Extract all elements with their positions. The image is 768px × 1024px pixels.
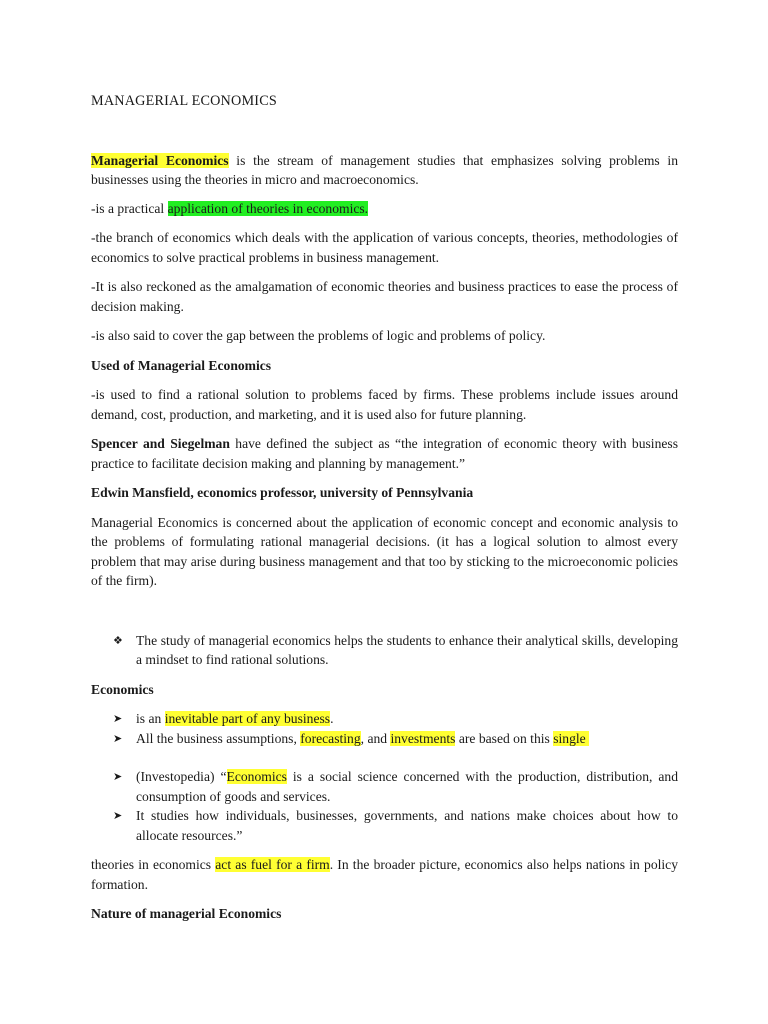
highlight-investments: investments: [390, 730, 456, 746]
bullet-text: (Investopedia) “: [136, 769, 227, 784]
highlight-inevitable: inevitable part of any business: [164, 711, 331, 726]
nature-heading: Nature of managerial Economics: [91, 906, 282, 921]
intro-rest: is the stream of management studies that emphasizes solving problems in businesses using the theories in micro and macroeconomics.: [91, 152, 678, 187]
spencer-rest: have defined the subject as “the integration of economic theory with business practice to facilitate decision making and planning by management.”: [91, 436, 678, 471]
practical-highlight: application of theories in economics.: [167, 200, 369, 216]
mansfield-heading: Edwin Mansfield, economics professor, university of Pennsylvania: [91, 485, 474, 500]
used-heading: Used of Managerial Economics: [91, 357, 272, 373]
list-item: [91, 709, 678, 729]
used-paragraph: -is used to find a rational solution to problems faced by firms. These problems include issues around demand, cost, production, and marketing, and it is used also for future planning.: [91, 387, 678, 422]
branch-paragraph: -the branch of economics which deals with the application of various concepts, theories, methodologies of economics to solve practical problems in business management.: [91, 230, 678, 265]
bullet-text: is an: [136, 711, 165, 726]
list-item: [91, 729, 678, 749]
bullet-text: is a social science concerned with the production, distribution, and consumption of goods and services.: [136, 769, 678, 804]
spencer-paragraph: [91, 434, 678, 473]
economics-heading: Economics: [91, 681, 154, 697]
bullet-text: It studies how individuals, businesses, governments, and nations make choices about how to allocate resources.”: [136, 808, 678, 843]
list-item: [91, 806, 678, 845]
diamond-bullet-icon: ❖: [113, 633, 123, 647]
list-item: [91, 767, 678, 806]
practical-before: -is a practical: [91, 200, 168, 216]
highlight-fuel: act as fuel for a firm: [215, 857, 330, 872]
highlight-single: single: [553, 730, 590, 746]
arrow-bullet-icon: ➤: [113, 731, 123, 745]
economics-bullet-list: [91, 709, 678, 845]
fuel-paragraph: [91, 855, 678, 894]
arrow-bullet-icon: ➤: [113, 712, 123, 725]
gap-paragraph: -is also said to cover the gap between the problems of logic and problems of policy.: [91, 328, 546, 343]
fuel-before: theories in economics: [91, 857, 216, 872]
intro-paragraph: [91, 151, 678, 190]
fuel-after: . In the broader picture, economics also helps nations in policy formation.: [91, 857, 678, 892]
arrow-bullet-icon: ➤: [113, 809, 123, 822]
arrow-bullet-icon: ➤: [113, 770, 123, 783]
list-item: [91, 631, 678, 670]
study-bullet-text: The study of managerial economics helps the students to enhance their analytical skills, developing a mindset to find rational solutions.: [136, 632, 678, 667]
bullet-text: , and: [360, 730, 391, 746]
study-bullet-list: [91, 631, 678, 670]
document-title: MANAGERIAL ECONOMICS: [91, 93, 277, 109]
highlight-economics: Economics: [226, 769, 287, 784]
intro-term: Managerial Economics: [91, 152, 229, 168]
highlight-forecasting: forecasting: [300, 730, 361, 746]
bullet-text: are based on this: [455, 730, 554, 746]
practical-paragraph: [91, 199, 678, 219]
reckoned-paragraph: -It is also reckoned as the amalgamation of economic theories and business practices to ease the process of decision making.: [91, 279, 678, 314]
bullet-text: .: [330, 711, 334, 726]
spencer-names: Spencer and Siegelman: [91, 436, 230, 451]
mansfield-paragraph: Managerial Economics is concerned about the application of economic concept and economic analysis to the problems of formulating rational managerial decisions. (it has a logical solution to almost every problem that may arise during business management and that too by sticking to the microeconomic policies of the firm).: [91, 514, 678, 588]
bullet-text: All the business assumptions,: [136, 730, 301, 746]
